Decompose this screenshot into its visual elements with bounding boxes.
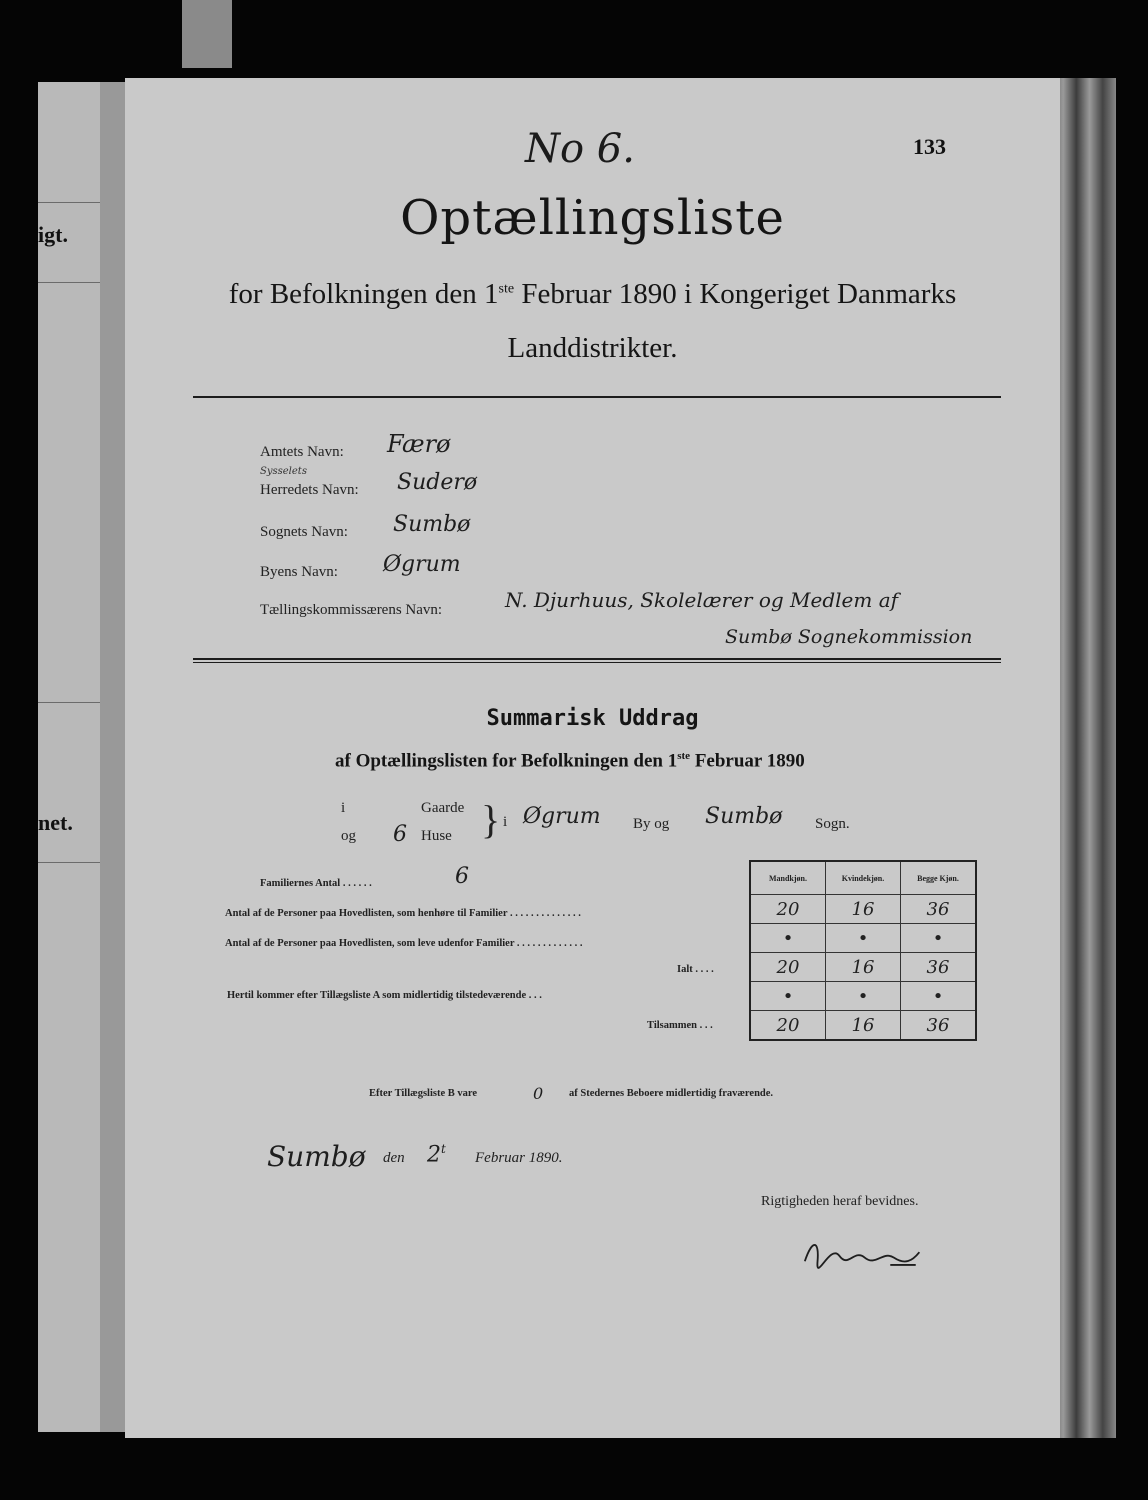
col-mandkjon: Mandkjøn. xyxy=(750,861,826,895)
table-row xyxy=(750,1011,976,1041)
page-subtitle: for Befolkningen den 1ste Februar 1890 i Kongeriget Danmarks xyxy=(228,278,957,310)
certify-text: Rigtigheden heraf bevidnes. xyxy=(761,1194,919,1209)
table-cell: 16 xyxy=(826,895,901,924)
huse-label: Huse xyxy=(421,828,452,844)
table-cell: 36 xyxy=(901,953,977,982)
summary-title: Summarisk Uddrag xyxy=(486,706,699,731)
row-label-4: Hertil kommer efter Tillægsliste A som midlertidig tilstedeværende . . . xyxy=(227,990,542,1001)
table-cell: • xyxy=(901,924,977,953)
summary-by-label: By og xyxy=(633,816,670,832)
table-cell: 20 xyxy=(750,953,826,982)
kommissaer-label: Tællingskommissærens Navn: xyxy=(260,602,443,618)
sogn-value: Sumbø xyxy=(393,512,471,537)
divider xyxy=(193,658,1001,660)
table-cell: • xyxy=(826,982,901,1011)
divider xyxy=(193,396,1001,398)
divider xyxy=(193,662,1001,663)
table-cell: 36 xyxy=(901,895,977,924)
page-number: 133 xyxy=(913,134,946,159)
sogn-label: Sognets Navn: xyxy=(260,524,348,540)
table-cell: 16 xyxy=(826,953,901,982)
facing-page-text: igt. xyxy=(38,222,68,247)
familier-label: Familiernes Antal . . . . . . xyxy=(260,878,372,889)
binding-strip xyxy=(100,82,126,1432)
summary-sogn-label: Sogn. xyxy=(815,816,850,832)
counts-table xyxy=(749,860,977,1041)
table-row xyxy=(750,953,976,982)
table-cell: 16 xyxy=(826,1011,901,1041)
summary-og: og xyxy=(341,828,356,844)
summary-subtitle: af Optællingslisten for Befolkningen den 1ste Februar 1890 xyxy=(335,750,805,772)
facing-page-text: net. xyxy=(38,810,73,835)
tillaeg-b-suffix: af Stedernes Beboere midlertidig fraværende. xyxy=(569,1088,774,1099)
table-cell: • xyxy=(750,982,826,1011)
table-row xyxy=(750,982,976,1011)
gaarde-label: Gaarde xyxy=(421,800,465,816)
row-label-1: Antal af de Personer paa Hovedlisten, som henhøre til Familier . . . . . . . . . . . . . . xyxy=(225,908,581,919)
herred-value: Suderø xyxy=(397,470,478,495)
signature xyxy=(793,1234,933,1274)
tillaeg-b-label: Efter Tillægsliste B vare xyxy=(369,1088,478,1099)
col-kvindekjon: Kvindekjøn. xyxy=(826,861,901,895)
amt-value: Færø xyxy=(387,430,451,458)
brace: } xyxy=(481,797,501,842)
familier-value: 6 xyxy=(455,864,469,889)
table-cell: • xyxy=(750,924,826,953)
table-cell: 20 xyxy=(750,1011,826,1041)
page-title: Optællingsliste xyxy=(400,190,785,246)
summary-sogn-value: Sumbø xyxy=(705,804,783,829)
table-cell: 20 xyxy=(750,895,826,924)
table-cell: • xyxy=(901,982,977,1011)
by-label: Byens Navn: xyxy=(260,564,338,580)
list-number: No 6. xyxy=(525,126,635,172)
summary-i2: i xyxy=(503,814,508,830)
row-label-2: Antal af de Personer paa Hovedlisten, som leve udenfor Familier . . . . . . . . . . . . . xyxy=(225,938,583,949)
summary-i: i xyxy=(341,800,346,816)
col-begge: Begge Kjøn. xyxy=(901,861,977,895)
table-cell: • xyxy=(826,924,901,953)
summary-by-value: Øgrum xyxy=(523,804,601,829)
row-label-3: Ialt . . . . xyxy=(677,964,714,975)
paper-tab xyxy=(182,0,232,68)
table-cell: 36 xyxy=(901,1011,977,1041)
sign-place: Sumbø xyxy=(267,1140,366,1173)
herred-label: Herredets Navn: xyxy=(260,482,359,498)
amt-label: Amtets Navn: xyxy=(260,444,344,460)
sign-day: 2$^t$ xyxy=(427,1142,446,1168)
table-row xyxy=(750,895,976,924)
sign-den: den xyxy=(383,1150,405,1166)
sign-month-year: Februar 1890. xyxy=(475,1150,563,1166)
tillaeg-b-value: 0 xyxy=(533,1084,544,1103)
kommissaer-value-line1: N. Djurhuus, Skolelærer og Medlem af xyxy=(505,588,899,612)
table-row xyxy=(750,924,976,953)
by-value: Øgrum xyxy=(383,552,461,577)
row-label-5: Tilsammen . . . xyxy=(647,1020,713,1031)
page-subtitle-line2: Landdistrikter. xyxy=(507,332,678,364)
herred-correction: Sysselets xyxy=(260,466,307,477)
census-page xyxy=(125,78,1060,1438)
table-header-row xyxy=(750,861,976,895)
kommissaer-value-line2: Sumbø Sognekommission xyxy=(725,626,973,648)
huse-value: 6 xyxy=(393,822,407,847)
